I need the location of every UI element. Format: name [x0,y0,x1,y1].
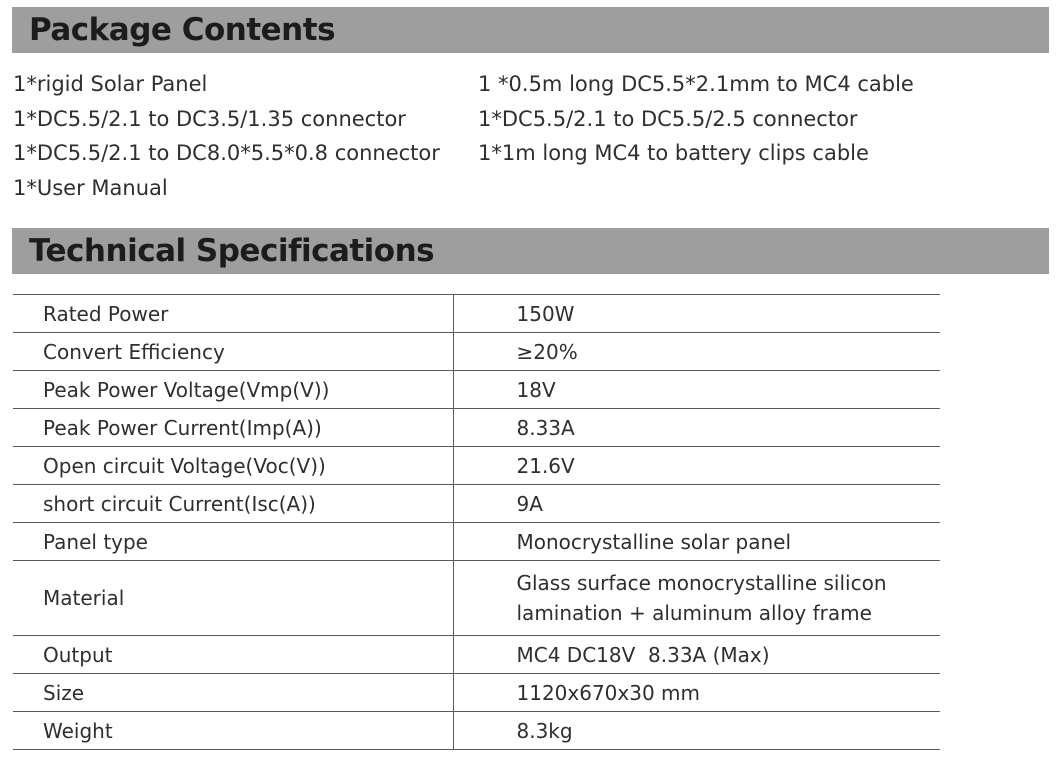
spec-label: short circuit Current(Isc(A)) [13,485,453,523]
technical-specifications-header [12,228,1049,274]
spec-value: Monocrystalline solar panel [453,523,940,561]
spec-label: Convert Efficiency [13,333,453,371]
package-item: 1*rigid Solar Panel [13,72,208,96]
spec-value-line: lamination + aluminum alloy frame [516,601,872,625]
spec-label: Size [13,674,453,712]
package-item: 1*1m long MC4 to battery clips cable [478,141,869,165]
spec-label: Material [13,561,453,636]
spec-value: MC4 DC18V 8.33A (Max) [453,636,940,674]
table-row [13,485,940,523]
spec-value: 18V [453,371,940,409]
spec-value: 8.33A [453,409,940,447]
package-contents-left-list [13,67,440,205]
spec-value: 150W [453,295,940,333]
spec-value: 8.3kg [453,712,940,750]
table-row [13,561,940,636]
spec-value: ≥20% [453,333,940,371]
technical-specifications-title: Technical Specifications [29,233,435,269]
spec-label: Output [13,636,453,674]
spec-value: 21.6V [453,447,940,485]
package-item: 1 *0.5m long DC5.5*2.1mm to MC4 cable [478,72,914,96]
spec-label: Panel type [13,523,453,561]
spec-value [453,561,940,636]
spec-label: Weight [13,712,453,750]
package-item: 1*DC5.5/2.1 to DC5.5/2.5 connector [478,106,858,131]
package-contents-title: Package Contents [29,12,336,48]
table-row [13,636,940,674]
package-item: 1*User Manual [13,175,168,200]
spec-value: 1120x670x30 mm [453,674,940,712]
spec-label: Peak Power Current(Imp(A)) [13,409,453,447]
table-row [13,447,940,485]
package-item: 1*DC5.5/2.1 to DC3.5/1.35 connector [13,106,406,131]
spec-label: Open circuit Voltage(Voc(V)) [13,447,453,485]
spec-label: Peak Power Voltage(Vmp(V)) [13,371,453,409]
table-row [13,295,940,333]
spec-value-line: Glass surface monocrystalline silicon [516,571,887,595]
spec-table [13,294,940,750]
spec-value: 9A [453,485,940,523]
table-row [13,712,940,750]
table-row [13,409,940,447]
table-row [13,333,940,371]
package-contents-right-list [478,67,914,171]
spec-label: Rated Power [13,295,453,333]
table-row [13,523,940,561]
package-item: 1*DC5.5/2.1 to DC8.0*5.5*0.8 connector [13,141,440,165]
package-contents-header [12,7,1049,53]
table-row [13,371,940,409]
table-row [13,674,940,712]
